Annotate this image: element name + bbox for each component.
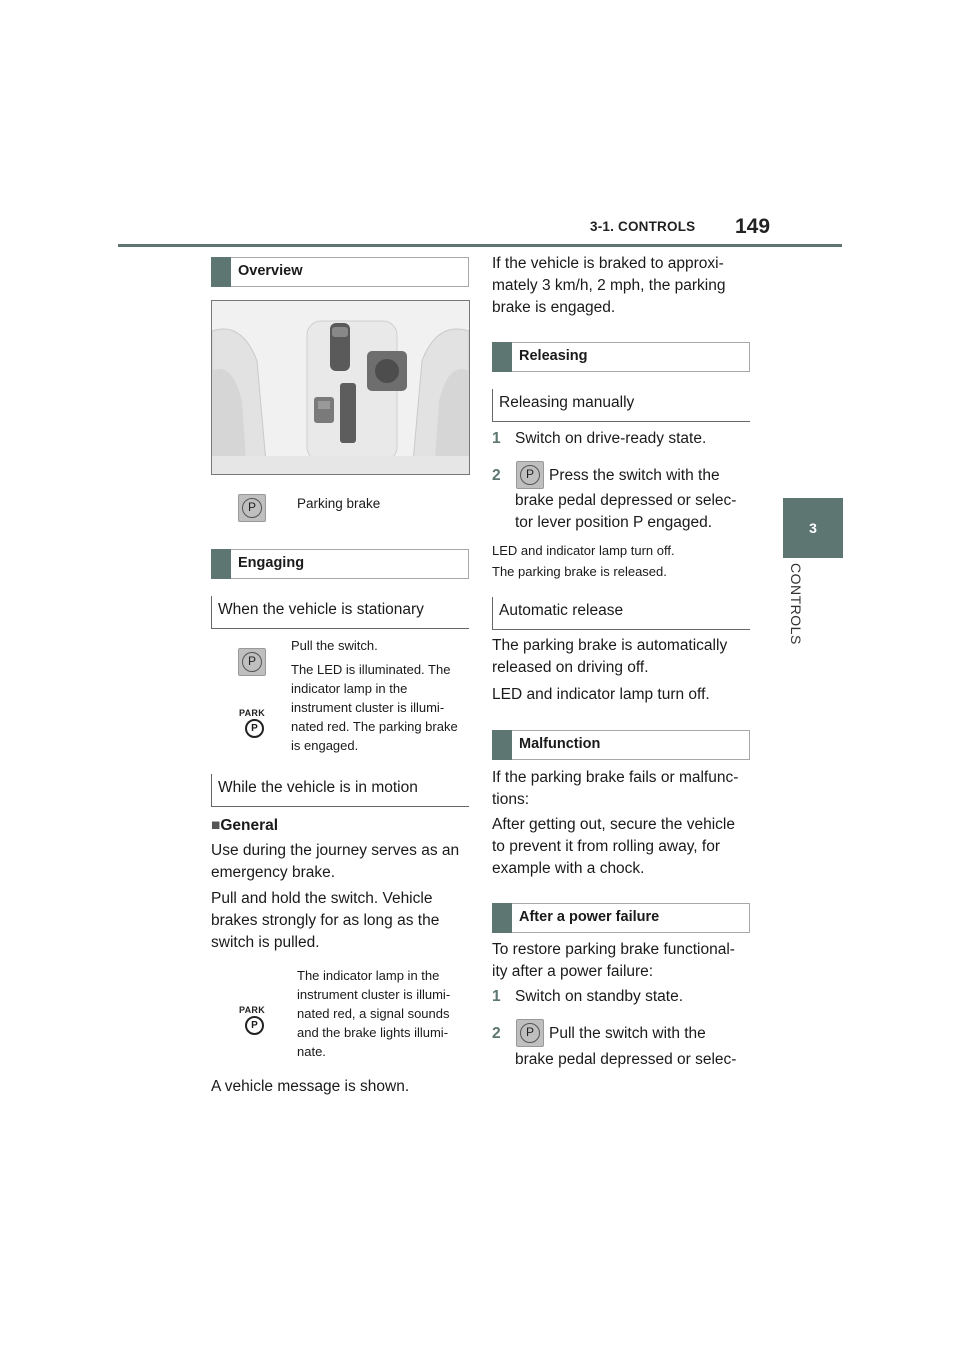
engaging-heading <box>211 549 469 579</box>
power-step-2-text-a: Pull the switch with the <box>549 1025 706 1042</box>
power-failure-heading <box>492 903 750 933</box>
parking-brake-switch-icon: P <box>516 1019 544 1047</box>
chapter-label <box>783 563 809 658</box>
malfunction-paragraph-2: After getting out, secure the vehicle to prevent it from rolling away, for example with a chock. <box>492 816 735 877</box>
release-step-1-text: Switch on drive-ready state. <box>515 430 707 447</box>
malfunction-paragraph-1: If the parking brake fails or malfunc-tions: <box>492 769 739 808</box>
park-indicator-icon: PARK P <box>239 708 267 738</box>
header-rule <box>118 244 842 247</box>
chapter-tab: 3 <box>783 498 843 558</box>
power-failure-paragraph: To restore parking brake functional-ity after a power failure: <box>492 941 735 980</box>
step-number: 1 <box>492 430 501 447</box>
release-step-2-text-a: Press the switch with the <box>549 467 720 484</box>
console-illustration <box>212 301 469 474</box>
overview-heading <box>211 257 469 287</box>
motion-subheading-text: While the vehicle is in motion <box>218 779 418 796</box>
malfunction-heading-text: Malfunction <box>519 736 601 752</box>
releasing-manually-subheading <box>492 389 750 422</box>
stationary-subheading <box>211 596 469 629</box>
general-paragraph-2: Pull and hold the switch. Vehicle brakes strongly for as long as the switch is pulled. <box>211 890 440 951</box>
releasing-heading-text: Releasing <box>519 348 588 364</box>
power-step-2-text-b: brake pedal depressed or selec- <box>515 1051 737 1068</box>
power-step-2 <box>492 1023 501 1045</box>
square-bullet-icon: ■ <box>211 817 221 834</box>
vehicle-message-text: A vehicle message is shown. <box>211 1078 410 1095</box>
parking-brake-photo <box>211 300 470 475</box>
step-number: 1 <box>492 988 501 1005</box>
general-heading: ■General <box>211 817 279 834</box>
parking-brake-label: Parking brake <box>297 496 381 511</box>
step-number: 2 <box>492 1025 501 1042</box>
overview-heading-text: Overview <box>238 263 303 279</box>
engaging-heading-text: Engaging <box>238 555 305 571</box>
releasing-manually-text: Releasing manually <box>499 394 635 411</box>
indicator-motion-text: The indicator lamp in the instrument cluster is illumi-nated red, a signal sounds and the brake lights illumi-nate. <box>297 968 451 1059</box>
step-number: 2 <box>492 467 501 484</box>
stationary-subheading-text: When the vehicle is stationary <box>218 601 424 618</box>
power-step-1 <box>492 986 501 1008</box>
releasing-heading <box>492 342 750 372</box>
general-paragraph-1: Use during the journey serves as an emergency brake. <box>211 842 460 881</box>
auto-led-off-text: LED and indicator lamp turn off. <box>492 686 710 703</box>
page-number: 149 <box>735 215 771 238</box>
parking-brake-switch-icon: P <box>516 461 544 489</box>
parking-brake-switch-icon: P <box>238 648 266 676</box>
release-step-1 <box>492 428 501 450</box>
power-step-1-text: Switch on standby state. <box>515 988 684 1005</box>
release-step-2 <box>492 465 501 487</box>
motion-subheading <box>211 774 469 807</box>
led-off-text: LED and indicator lamp turn off. <box>492 543 675 558</box>
section-title: 3-1. CONTROLS <box>590 219 696 234</box>
automatic-release-text: Automatic release <box>499 602 624 619</box>
released-text: The parking brake is released. <box>492 564 667 579</box>
automatic-release-subheading <box>492 597 750 630</box>
release-step-2-text-b: brake pedal depressed or selec-tor lever position P engaged. <box>515 492 737 531</box>
led-illuminated-text: The LED is illuminated. The indicator lamp in the instrument cluster is illumi-nated red. The parking brake is engaged. <box>291 662 458 753</box>
malfunction-heading <box>492 730 750 760</box>
chapter-label-text: CONTROLS <box>788 563 804 645</box>
power-failure-heading-text: After a power failure <box>519 909 660 925</box>
braked-paragraph: If the vehicle is braked to approxi-mately 3 km/h, 2 mph, the parking brake is engaged. <box>492 255 726 316</box>
park-indicator-icon: PARK P <box>239 1005 267 1035</box>
pull-switch-text: Pull the switch. <box>291 638 378 653</box>
parking-brake-switch-icon: P <box>238 494 266 522</box>
auto-release-paragraph: The parking brake is automatically released on driving off. <box>492 637 728 676</box>
